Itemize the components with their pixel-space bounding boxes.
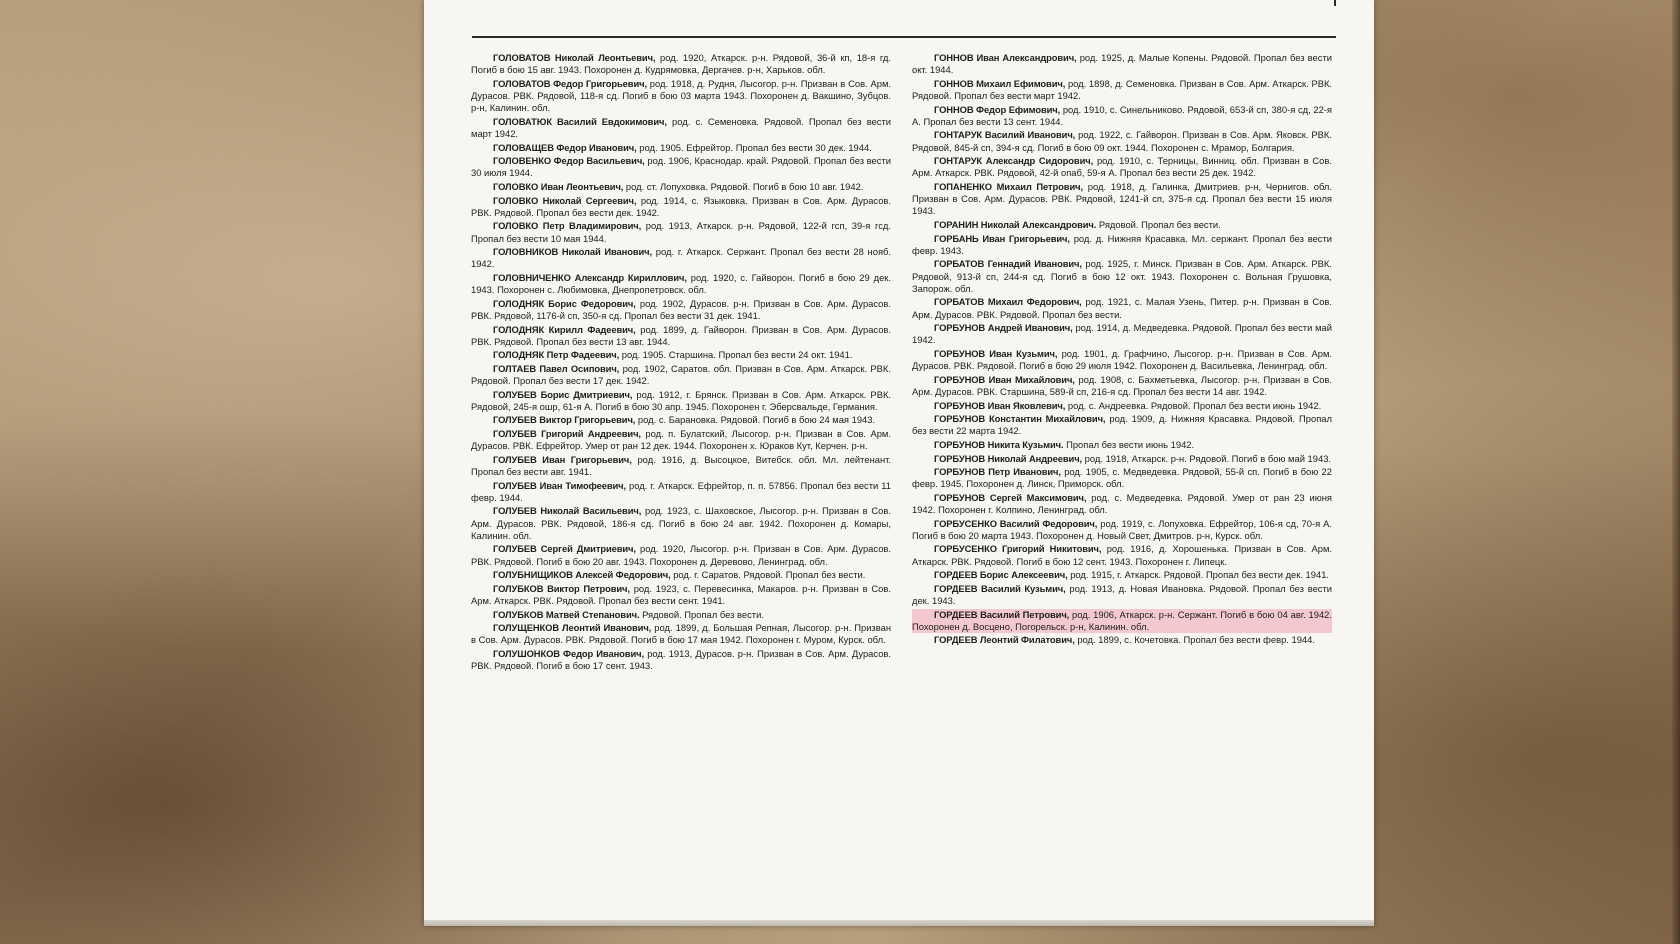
entry xyxy=(912,322,1332,347)
entry xyxy=(912,348,1332,373)
entry xyxy=(471,349,891,361)
entry-name: ГОРБАТОВ Михаил Федорович, xyxy=(934,296,1082,308)
entry-text: род. 1905, с. Медведевка. Рядовой, 55-й сп. Погиб в бою 22 февр. 1945. Похоронен д. Линск, Приморск. обл. xyxy=(912,466,1332,490)
entry xyxy=(471,195,891,220)
entry xyxy=(912,634,1332,646)
entry-text: род. 1906, Краснодар. край. Рядовой. Пропал без вести 30 июля 1944. xyxy=(471,155,891,179)
entry-name: ГОЛУБЕВ Иван Григорьевич, xyxy=(493,453,632,465)
entry-name: ГОЛОДНЯК Петр Фадеевич, xyxy=(493,349,620,361)
entry xyxy=(912,155,1332,180)
entry-text: род. 1922, с. Гайворон. Призван в Сов. Арм. Яковск. РВК. Рядовой, 845-й сп, 394-я сд. Погиб в бою 09 окт. 1944. Похоронен с. Мрамор, Болгария. xyxy=(912,129,1332,153)
entry-text: род. 1899, д. Гайворон. Призван в Сов. Арм. Дурасов. РВК. Рядовой. Пропал без вести 13 авг. 1944. xyxy=(471,323,892,347)
entry xyxy=(471,609,891,621)
entry xyxy=(471,648,891,673)
entry-text: род. 1901, д. Графчино, Лысогор. р-н. Призван в Сов. Арм. Дурасов. РВК. Рядовой. Погиб в бою 29 июля 1942. Похоронен д. Васильевка, Ленинград. обл. xyxy=(912,348,1332,372)
entry-text: род. 1913, д. Новая Ивановка. Рядовой. Пропал без вести дек. 1943. xyxy=(912,582,1332,607)
entry xyxy=(912,374,1332,399)
entry xyxy=(912,104,1332,129)
entry-name: ГОЛУБНИЩИКОВ Алексей Федорович, xyxy=(493,569,671,581)
entry-text: род. 1899, с. Кочетовка. Пропал без вести февр. 1944. xyxy=(1077,634,1315,646)
entry-name: ГОЛУШОНКОВ Федор Иванович, xyxy=(493,647,644,659)
entry-name: ГОЛОДНЯК Борис Федорович, xyxy=(493,297,636,309)
entry-name: ГОЛТАЕВ Павел Осипович, xyxy=(493,362,620,374)
entry xyxy=(912,518,1332,543)
entry-text: род. 1915, г. Аткарск. Рядовой. Пропал без вести дек. 1941. xyxy=(1070,569,1330,581)
entry xyxy=(912,181,1332,218)
entry-name: ГОПАНЕНКО Михаил Петрович, xyxy=(934,180,1083,192)
entry-text: род. 1920, с. Гайворон. Погиб в бою 29 дек. 1943. Похоронен с. Любимовка, Днепропетровск. обл. xyxy=(471,271,891,296)
entry-text: род. 1902, Дурасов. р-н. Призван в Сов. Арм. Дурасов. РВК. Рядовой, 1176-й сп, 350-я сд. Пропал без вести 31 дек. 1941. xyxy=(471,297,891,321)
entry-text: род. 1923, с. Перевесинка, Макаров. р-н. Призван в Сов. Арм. Аткарск. РВК. Рядовой. Пропал без вести сент. 1941. xyxy=(471,582,891,607)
entry-name: ГОЛУБЕВ Николай Васильевич, xyxy=(493,505,642,517)
entry xyxy=(912,583,1332,608)
entry xyxy=(912,492,1332,517)
entry-name: ГОРБУНОВ Иван Яковлевич, xyxy=(934,399,1066,411)
entry-text: Пропал без вести июнь 1942. xyxy=(1066,438,1195,450)
entry-name: ГОЛОВКО Петр Владимирович, xyxy=(493,220,642,232)
entry-name: ГОЛУБЕВ Сергей Дмитриевич, xyxy=(493,543,636,555)
entry-text: род. 1913, Аткарск. р-н. Рядовой, 122-й гсп, 39-я гсд. Пропал без вести 10 мая 1944. xyxy=(471,220,891,244)
entry-text: род. с. Медведевка. Рядовой. Умер от ран 23 июня 1942. Похоронен г. Колпино, Ленинград. обл. xyxy=(912,491,1333,516)
entry-name: ГОЛОВАТЮК Василий Евдокимович, xyxy=(493,115,667,127)
entry-text: род. 1909, д. Нижняя Красавка. Рядовой. Пропал без вести 22 марта 1942. xyxy=(912,413,1332,437)
entry xyxy=(471,324,891,349)
entry-text: род. ст. Лопуховка. Рядовой. Погиб в бою 10 авг. 1942. xyxy=(625,180,864,192)
entry xyxy=(912,233,1332,258)
entry-text: род. 1910, с. Синельниково. Рядовой, 653-й сп, 380-я сд, 22-я А. Пропал без вести 13 сент. 1944. xyxy=(912,103,1333,127)
entry-text: род. с. Барановка. Рядовой. Погиб в бою 24 мая 1943. xyxy=(637,414,876,426)
entry-text: род. п. Булатский, Лысогор. р-н. Призван в Сов. Арм. Дурасов. РВК. Ефрейтор. Умер от ран 12 дек. 1944. Похоронен х. Юраков Кут, Керчен. р-н. xyxy=(471,428,891,452)
entry-text: род. 1913, Дурасов. р-н. Призван в Сов. Арм. Дурасов. РВК. Рядовой. Погиб в бою 17 сент. 1943. xyxy=(471,647,891,672)
entry-text: род. 1919, с. Лопуховка. Ефрейтор, 106-я сд, 70-я А. Погиб в бою 20 марта 1943. Похоронен д. Новый Свет, Дмитров. р-н, Курск. обл. xyxy=(912,517,1332,541)
entry-name: ГОРБУСЕНКО Василий Федорович, xyxy=(934,517,1098,529)
entry-name: ГОЛОВНИКОВ Николай Иванович, xyxy=(493,246,653,258)
entry xyxy=(912,466,1332,491)
entry-name: ГОРДЕЕВ Василий Петрович, xyxy=(934,608,1070,620)
entry-text: род. 1921, с. Малая Узень, Питер. р-н. Призван в Сов. Арм. Дурасов. РВК. Рядовой. Пропал без вести. xyxy=(912,296,1332,320)
entry xyxy=(471,246,891,271)
right-column xyxy=(912,52,1332,648)
entry-name: ГОРБУНОВ Андрей Иванович, xyxy=(934,322,1073,334)
entry xyxy=(912,258,1332,295)
entry xyxy=(471,454,891,479)
entry xyxy=(471,155,891,180)
entry xyxy=(471,414,891,426)
entry xyxy=(471,622,891,647)
highlighted-entry xyxy=(912,609,1332,634)
corner-mark xyxy=(1334,0,1336,6)
entry-name: ГОРДЕЕВ Борис Алексеевич, xyxy=(934,569,1068,581)
left-column xyxy=(471,52,891,674)
entry-name: ГОЛУБКОВ Виктор Петрович, xyxy=(493,582,630,594)
entry-name: ГОРДЕЕВ Леонтий Филатович, xyxy=(934,634,1075,646)
entry xyxy=(471,78,891,115)
entry-name: ГОЛОВНИЧЕНКО Александр Кириллович, xyxy=(493,271,687,283)
entry-text: род. 1916, д. Высоцкое, Витебск. обл. Мл. лейтенант. Пропал без вести авг. 1941. xyxy=(471,453,891,478)
entry xyxy=(912,439,1332,451)
entry-name: ГОРБУНОВ Константин Михайлович, xyxy=(934,413,1106,425)
entry-text: род. 1918, Аткарск. р-н. Рядовой. Погиб в бою май 1943. xyxy=(1084,452,1332,464)
entry-name: ГОЛОВАТОВ Николай Леонтьевич, xyxy=(493,52,656,63)
entry-name: ГОЛОВЕНКО Федор Васильевич, xyxy=(493,155,645,167)
entry-text: род. 1918, д. Галинка, Дмитриев. р-н, Чернигов. обл. Призван в Сов. Арм. Дурасов. РВК. Рядовой, 1241-й сп, 375-я сд. Пропал без вести 15 июля 1943. xyxy=(912,180,1333,217)
entry-name: ГОЛОВКО Николай Сергеевич, xyxy=(493,194,637,206)
background-edge xyxy=(1672,0,1680,944)
top-rule xyxy=(472,36,1336,38)
entry xyxy=(471,116,891,141)
entry-text: род. г. Аткарск. Сержант. Пропал без вести 28 нояб. 1942. xyxy=(471,246,892,270)
entry xyxy=(471,181,891,193)
entry-text: род. 1910, с. Терницы, Винниц. обл. Призван в Сов. Арм. Аткарск. РВК. Рядовой, 42-й опаб, 59-я А. Пропал без вести 25 дек. 1942. xyxy=(912,155,1332,179)
entry-text: род. с. Семеновка. Рядовой. Пропал без вести март 1942. xyxy=(471,115,892,140)
entry-name: ГОЛОВАЩЕВ Федор Иванович, xyxy=(493,141,637,153)
entry-text: род. 1916, д. Хорошенька. Призван в Сов. Арм. Аткарск. РВК. Рядовой. Погиб в бою 12 сент. 1943. Похоронен г. Липецк. xyxy=(912,543,1332,567)
entry xyxy=(471,142,891,154)
entry xyxy=(471,428,891,453)
entry-name: ГОРБУНОВ Николай Андреевич, xyxy=(934,452,1083,464)
entry-text: Рядовой. Пропал без вести. xyxy=(1098,219,1221,231)
entry xyxy=(471,569,891,581)
entry-name: ГОЛОВКО Иван Леонтьевич, xyxy=(493,180,624,192)
entry xyxy=(912,400,1332,412)
entry-text: род. 1925, г. Минск. Призван в Сов. Арм. Аткарск. РВК. Рядовой, 913-й сп, 244-я сд. Погиб в бою 12 окт. 1943. Похоронен с. Вольная Грушовка, Запорож. обл. xyxy=(912,258,1333,294)
entry-name: ГОРБУСЕНКО Григорий Никитович, xyxy=(934,543,1102,555)
entry-name: ГОЛУБЕВ Иван Тимофеевич, xyxy=(493,479,627,491)
entry-name: ГОНТАРУК Василий Иванович, xyxy=(934,129,1076,141)
entry xyxy=(471,363,891,388)
entry xyxy=(471,505,891,542)
entry xyxy=(912,543,1332,568)
entry-text: Рядовой. Пропал без вести. xyxy=(642,608,764,620)
entry xyxy=(912,413,1332,438)
entry-text: род. 1918, д. Рудня, Лысогор. р-н. Призван в Сов. Арм. Дурасов. РВК. Рядовой, 118-я сд. Погиб в бою 03 марта 1943. Похоронен д. Вакшино, Зубцов. р-н, Калинин. обл. xyxy=(471,77,891,114)
entry-name: ГОЛУЩЕНКОВ Леонтий Иванович, xyxy=(493,622,652,634)
entry-text: род. г. Саратов. Рядовой. Пропал без вести. xyxy=(673,569,866,581)
entry-name: ГОЛОВАТОВ Федор Григорьевич, xyxy=(493,77,647,89)
entry-text: род. 1902, Саратов. обл. Призван в Сов. Арм. Аткарск. РВК. Рядовой. Пропал без вести 17 дек. 1942. xyxy=(471,362,891,387)
entry xyxy=(912,219,1332,231)
entry-name: ГОРАНИН Николай Александрович. xyxy=(934,219,1097,231)
entry-text: род. 1925, д. Малые Копены. Рядовой. Пропал без вести окт. 1944. xyxy=(912,52,1332,76)
entry-text: род. 1908, с. Бахметьевка, Лысогор. р-н. Призван в Сов. Арм. Дурасов. РВК. Старшина, 589-й сп, 216-я сд. Пропал без вести 14 авг. 1942. xyxy=(912,373,1333,398)
entry xyxy=(471,272,891,297)
entry-text: род. д. Нижняя Красавка. Мл. сержант. Пропал без вести февр. 1943. xyxy=(912,232,1332,256)
entry-name: ГОЛУБЕВ Борис Дмитриевич, xyxy=(493,388,633,400)
entry xyxy=(471,583,891,608)
entry xyxy=(912,453,1332,465)
entry-text: род. 1912, г. Брянск. Призван в Сов. Арм. Аткарск. РВК. Рядовой, 245-я ошр, 61-я А. Погиб в бою 30 апр. 1945. Похоронен г. Эберсвальде, Германия. xyxy=(471,388,892,412)
entry-name: ГОННОВ Михаил Ефимович, xyxy=(934,77,1066,89)
entry-text: род. 1905. Старшина. Пропал без вести 24 окт. 1941. xyxy=(621,349,853,361)
document-page xyxy=(424,0,1374,926)
entry-text: род. 1914, с. Языковка. Призван в Сов. Арм. Дурасов. РВК. Рядовой. Пропал без вести дек. 1942. xyxy=(471,194,891,218)
entry xyxy=(912,296,1332,321)
entry-text: род. 1905. Ефрейтор. Пропал без вести 30 дек. 1944. xyxy=(639,141,872,153)
entry xyxy=(471,220,891,245)
entry-name: ГОЛУБЕВ Виктор Григорьевич, xyxy=(493,414,636,426)
entry xyxy=(471,389,891,414)
entry-text: род. 1899, д. Большая Репная, Лысогор. р-н. Призван в Сов. Арм. Дурасов. РВК. Рядовой. Погиб в бою 17 мая 1942. Похоронен г. Муром, Курск. обл. xyxy=(471,622,891,646)
entry-name: ГОННОВ Иван Александрович, xyxy=(934,52,1077,63)
entry-name: ГОРДЕЕВ Василий Кузьмич, xyxy=(934,582,1066,594)
entry xyxy=(471,480,891,505)
entry xyxy=(912,569,1332,581)
entry xyxy=(912,78,1332,103)
entry xyxy=(912,52,1332,77)
entry-text: род. 1920, Аткарск. р-н. Рядовой, 36-й кп, 18-я гд. Погиб в бою 15 авг. 1943. Похоронен д. Кудрямовка, Дергачев. р-н, Харьков. обл. xyxy=(471,52,891,76)
entry xyxy=(471,298,891,323)
entry-name: ГОРБУНОВ Иван Кузьмич, xyxy=(934,348,1058,360)
entry xyxy=(912,129,1332,154)
entry-text: род. 1898, д. Семеновка. Призван в Сов. Арм. Аткарск. РВК. Рядовой. Пропал без вести март 1942. xyxy=(912,77,1333,102)
entry-text: род. 1920, Лысогор. р-н. Призван в Сов. Арм. Дурасов. РВК. Рядовой. Погиб в бою 20 авг. 1943. Похоронен д. Деревово, Ленинград. обл. xyxy=(471,543,891,567)
entry-name: ГОРБУНОВ Иван Михайлович, xyxy=(934,373,1075,385)
entry-name: ГОНТАРУК Александр Сидорович, xyxy=(934,155,1094,167)
entry-name: ГОРБАНЬ Иван Григорьевич, xyxy=(934,232,1070,244)
entry-name: ГОРБУНОВ Никита Кузьмич. xyxy=(934,438,1064,450)
entry-name: ГОЛУБКОВ Матвей Степанович. xyxy=(493,608,640,620)
entry-name: ГОРБУНОВ Петр Иванович, xyxy=(934,466,1061,478)
entry-name: ГОЛУБЕВ Григорий Андреевич, xyxy=(493,428,641,439)
entry-name: ГОННОВ Федор Ефимович, xyxy=(934,103,1061,115)
entry xyxy=(471,543,891,568)
entry xyxy=(471,52,891,77)
entry-text: род. г. Аткарск. Ефрейтор, п. п. 57856. Пропал без вести 11 февр. 1944. xyxy=(471,479,891,503)
entry-name: ГОРБУНОВ Сергей Максимович, xyxy=(934,491,1087,503)
entry-name: ГОЛОДНЯК Кирилл Фадеевич, xyxy=(493,323,636,335)
entry-text: род. с. Андреевка. Рядовой. Пропал без вести июнь 1942. xyxy=(1067,399,1322,411)
entry-text: род. 1923, с. Шаховское, Лысогор. р-н. Призван в Сов. Арм. Дурасов. РВК. Рядовой, 186-я сд. Погиб в бою 24 авг. 1942. Похоронен д. Комары, Калинин. обл. xyxy=(471,505,891,541)
entry-text: род. 1906, Аткарск. р-н. Сержант. Погиб в бою 04 авг. 1942. Похоронен д. Восцено, Погорельск. р-н, Калинин. обл. xyxy=(912,608,1332,632)
entry-text: род. 1914, д. Медведевка. Рядовой. Пропал без вести май 1942. xyxy=(912,322,1332,346)
entry-name: ГОРБАТОВ Геннадий Иванович, xyxy=(934,258,1082,270)
